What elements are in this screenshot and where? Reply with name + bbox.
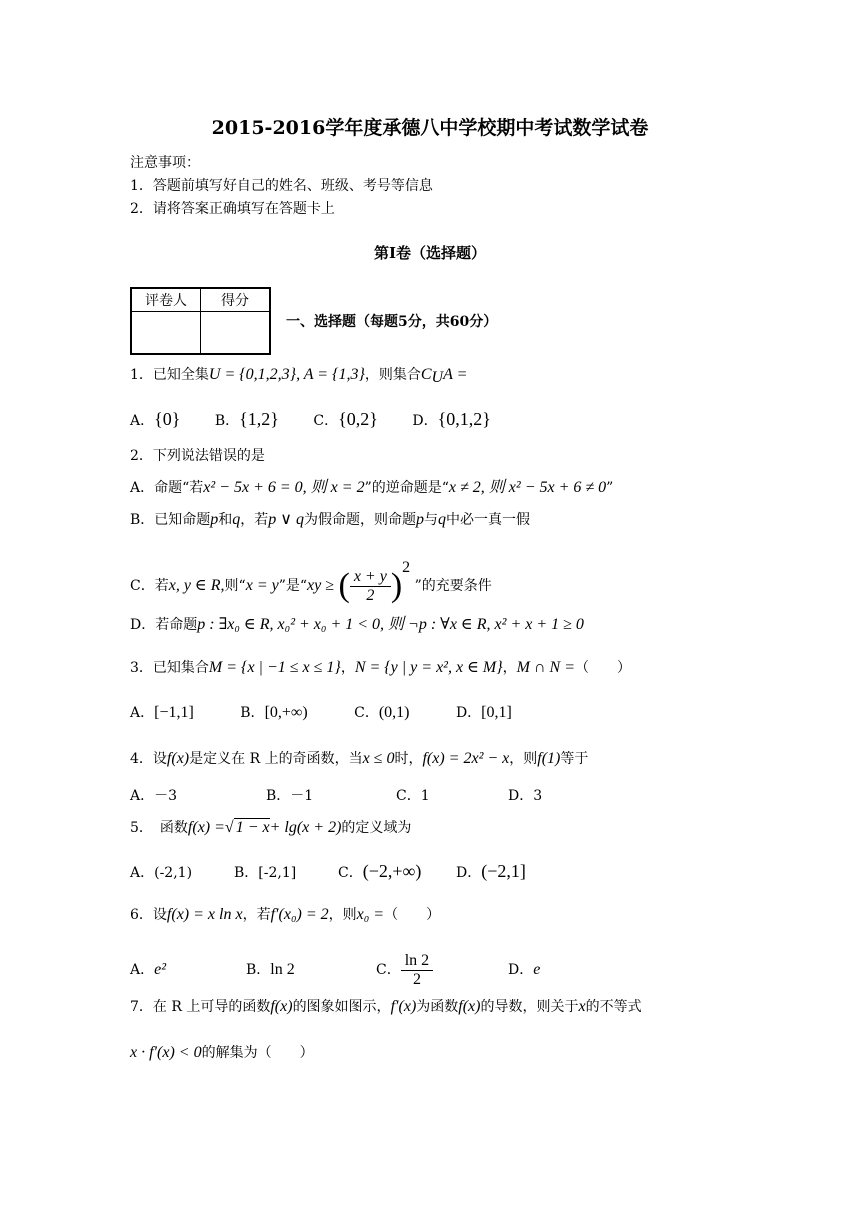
q1-option-d[interactable]: D．{0,1,2} bbox=[412, 409, 491, 429]
q3-option-c[interactable]: C．(0,1) bbox=[354, 704, 410, 721]
q6-option-a[interactable]: A．e² bbox=[130, 961, 167, 978]
question-3: 3．已知集合M = {x | −1 ≤ x ≤ 1}，N = {y | y = x², x ∈ M}，M ∩ N =（ ） bbox=[130, 659, 632, 676]
q5-option-b[interactable]: B．[-2,1] bbox=[234, 865, 297, 881]
q3-option-a[interactable]: A．[−1,1] bbox=[130, 704, 194, 721]
q1-option-a[interactable]: A．{0} bbox=[130, 409, 181, 429]
q5-option-d[interactable]: D．(−2,1] bbox=[456, 861, 526, 881]
volume-title: 第Ⅰ卷（选择题） bbox=[373, 244, 487, 262]
q2-option-c[interactable]: C．若x, y ∈ R,则“x = y”是“xy ≥ ( $\frac{x + y}{2}$ )$^2$ ”的充要条件 bbox=[130, 559, 492, 604]
q5-option-a[interactable]: A．(-2,1) bbox=[130, 865, 193, 881]
q5-option-c[interactable]: C．(−2,+∞) bbox=[338, 861, 422, 881]
q1-option-b[interactable]: B．{1,2} bbox=[214, 409, 279, 429]
question-4-options bbox=[130, 786, 542, 806]
q2-option-d[interactable]: D．若命题p : ∃x₀ ∈ R, x₀² + x₀ + 1 < 0, 则 ¬p : ∀x ∈ R, x² + x + 1 ≥ 0 bbox=[130, 616, 584, 633]
question-6: 6．设f(x) = x ln x，若f′(x₀) = 2，则x₀ =（ ） bbox=[130, 906, 441, 923]
section-title: 一、选择题（每题5分，共60分） bbox=[286, 314, 498, 330]
question-7-line-2: x · f′(x) < 0的解集为（ ） bbox=[130, 1044, 314, 1061]
question-1-options bbox=[130, 409, 491, 431]
question-5: 5． 函数f(x) =√ 1 − x+ lg(x + 2)的定义域为 bbox=[130, 819, 412, 836]
q4-option-b[interactable]: B．－1 bbox=[266, 788, 314, 804]
notice-item-2: 2．请将答案正确填写在答题卡上 bbox=[130, 201, 335, 217]
score-table-score-cell[interactable] bbox=[201, 312, 271, 355]
notice-heading: 注意事项： bbox=[130, 155, 200, 171]
question-4: 4．设f(x)是定义在 R 上的奇函数，当x ≤ 0时，f(x) = 2x² − x，则f(1)等于 bbox=[130, 750, 589, 767]
q2-option-a[interactable]: A．命题“若x² − 5x + 6 = 0, 则 x = 2”的逆命题是“x ≠ 2, 则 x² − 5x + 6 ≠ 0” bbox=[130, 479, 614, 496]
notice-item-1: 1．答题前填写好自己的姓名、班级、考号等信息 bbox=[130, 178, 433, 194]
score-table bbox=[130, 287, 271, 355]
q2-option-b[interactable]: B．已知命题p和q，若p ∨ q为假命题，则命题p与q中必一真一假 bbox=[130, 511, 531, 528]
exam-title: 2015-2016学年度承德八中学校期中考试数学试卷 bbox=[211, 117, 649, 139]
score-table-grader-header: 评卷人 bbox=[131, 288, 201, 312]
q4-option-d[interactable]: D．3 bbox=[508, 788, 543, 804]
q2-fraction: $\frac{x + y}{2}$ bbox=[350, 568, 391, 605]
question-6-options bbox=[130, 952, 540, 989]
question-3-options bbox=[130, 703, 512, 723]
score-table-score-header: 得分 bbox=[201, 288, 271, 312]
q4-option-c[interactable]: C．1 bbox=[396, 788, 430, 804]
q3-option-d[interactable]: D．[0,1] bbox=[455, 704, 512, 721]
q6-option-c[interactable]: C． $\frac{\ln 2}{2}$ bbox=[376, 952, 508, 989]
q6-option-b[interactable]: B．ln 2 bbox=[246, 961, 295, 978]
q4-option-a[interactable]: A．－3 bbox=[130, 788, 178, 804]
question-1: 1．已知全集U = {0,1,2,3}, A = {1,3}，则集合$C_UA$ = bbox=[130, 366, 468, 386]
score-table-grader-cell[interactable] bbox=[131, 312, 201, 355]
question-5-options bbox=[130, 861, 526, 883]
q3-option-b[interactable]: B．[0,+∞) bbox=[240, 704, 308, 721]
question-7: 7．在 R 上可导的函数f(x)的图象如图示，f′(x)为函数f(x)的导数，则关于x的不等式 bbox=[130, 998, 642, 1015]
q1-option-c[interactable]: C．{0,2} bbox=[313, 409, 378, 429]
question-2: 2．下列说法错误的是 bbox=[130, 448, 265, 464]
q6-option-d[interactable]: D．e bbox=[508, 961, 541, 978]
